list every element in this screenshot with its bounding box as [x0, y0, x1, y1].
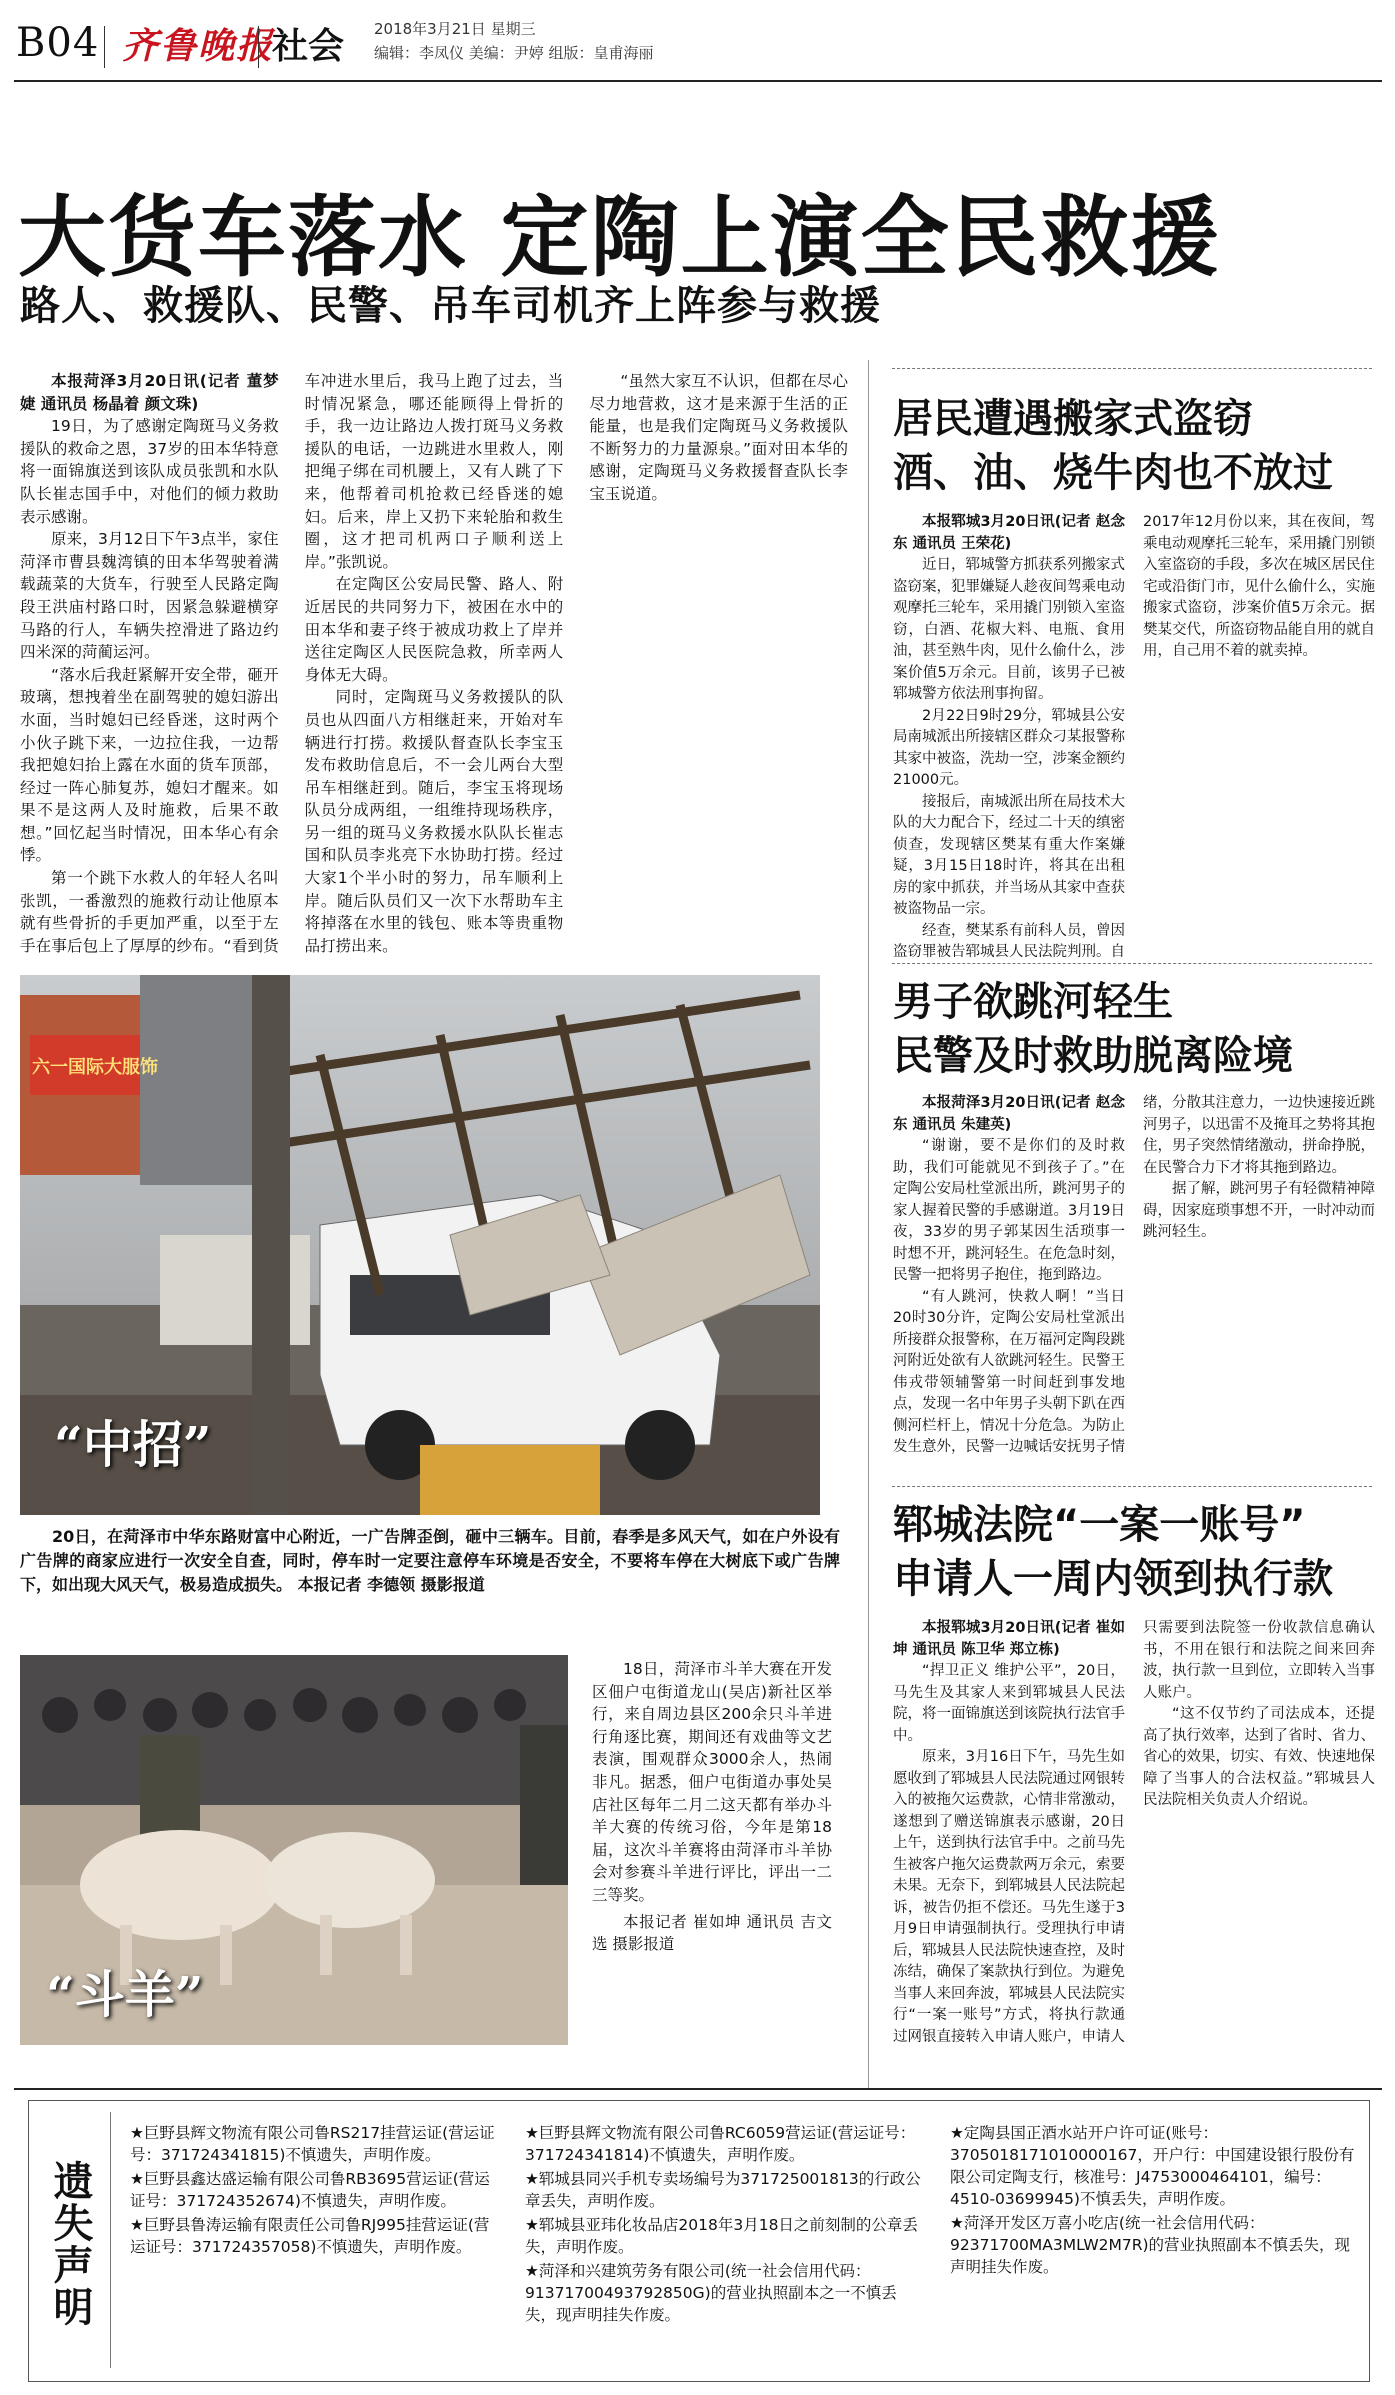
court-story-lead: 本报郓城3月20日讯(记者 崔如坤 通讯员 陈卫华 郑立栋) [893, 1620, 1125, 1658]
notice-item: ★菏泽和兴建筑劳务有限公司(统一社会信用代码：91371700493792850G)的营业执照副本之一不慎丢失，现声明挂失作废。 [525, 2262, 897, 2324]
billboard-photo [20, 975, 820, 1515]
main-story-paragraph: 在定陶区公安局民警、路人、附近居民的共同努力下，被困在水中的田本华和妻子终于被成功救上了岸并送往定陶区人民医院急救，所幸两人身体无大碍。 [304, 575, 564, 684]
court-headline-line1: 郓城法院“一案一账号” [893, 1502, 1306, 1548]
theft-headline-line2: 酒、油、烧牛肉也不放过 [893, 450, 1333, 496]
theft-story-paragraph: 经查，樊某系有前科人员，曾因盗窃罪被告郓城县人民法院判刑。自2017年12月份以来，其在夜间，驾乘电动观摩托三轮车，采用撬门别锁入室盗窃的手段，多次在城区居民住宅或沿街门市，见什么偷什么，实施搬家式盗窃，涉案价值5万余元。据樊某交代，所盗窃物品能自用的就自用，自己用不着的就卖掉。 [893, 514, 1375, 960]
main-story-paragraph: “虽然大家互不认识，但都在尽心尽力地营救，这才是来源于生活的正能量，也是我们定陶斑马义务救援队不断努力的力量源泉。”面对田本华的感谢，定陶斑马义务救援督查队长李宝玉说道。 [589, 372, 848, 503]
shop-sign: 六一国际大服饰 [32, 1057, 158, 1078]
notice-item: ★定陶县国正酒水站开户许可证(账号：3705018171010000167，开户行：中国建设银行股份有限公司定陶支行，核准号：J4753000464101，编号：4510-03699945)不慎丢失，声明作废。 [950, 2124, 1355, 2208]
main-story-body [20, 370, 848, 960]
river-story-paragraph: “有人跳河，快救人啊！”当日20时30分许，定陶公安局杜堂派出所接群众报警称，在万福河定陶段跳河附近处欲有人欲跳河轻生。民警王伟戎带领辅警第一时间赶到事发地点，发现一名中年男子头朝下趴在西侧河栏杆上，情况十分危急。为防止发生意外，民警一边喊话安抚男子情绪，分散其注意力，一边快速接近跳河男子，以迅雷不及掩耳之势将其抱住，男子突然情绪激动，拼命挣脱，在民警合力下才将其拖到路边。 [893, 1095, 1375, 1455]
header-divider [104, 26, 105, 68]
billboard-caption [20, 1525, 840, 1597]
sheep-caption-byline: 本报记者 崔如坤 通讯员 吉文选 摄影报道 [592, 1912, 832, 1954]
theft-headline-line1: 居民遭遇搬家式盗窃 [893, 396, 1253, 442]
paper-logo: 齐鲁晚报 [122, 25, 275, 67]
main-headline: 大货车落水 定陶上演全民救援 [18, 186, 1221, 289]
river-headline-line2: 民警及时救助脱离险境 [893, 1033, 1293, 1079]
court-story-paragraph: 原来，3月16日下午，马先生如愿收到了郓城县人民法院通过网银转入的被拖欠运费款，心情非常激动，遂想到了赠送锦旗表示感谢，20日上午，送到执行法官手中。之前马先生被客户拖欠运费款两万余元，索要未果。无奈下，到郓城县人民法院起诉，被告仍拒不偿还。马先生遂于3月9日申请强制执行。受理执行申请后，郓城县人民法院快速查控，及时冻结，确保了案款执行到位。为避免当事人来回奔波，郓城县人民法院实行“一案一账号”方式，将执行款通过网银直接转入申请人账户，申请人只需要到法院签一份收款信息确认书，不用在银行和法院之间来回奔波，执行款一旦到位，立即转入当事人账户。 [893, 1620, 1375, 2045]
sheep-photo [20, 1655, 568, 2045]
river-story-lead: 本报菏泽3月20日讯(记者 赵念东 通讯员 朱建英) [893, 1095, 1125, 1133]
issue-date: 2018年3月21日 星期三 [374, 20, 536, 38]
notice-item: ★郓城县亚玮化妆品店2018年3月18日之前刻制的公章丢失，声明作废。 [525, 2216, 918, 2256]
theft-story-lead: 本报郓城3月20日讯(记者 赵念东 通讯员 王荣花) [893, 514, 1125, 552]
court-story-paragraph: “这不仅节约了司法成本，还提高了执行效率，达到了省时、省力、省心的效果，切实、有效、快速地保障了当事人的合法权益。”郓城县人民法院相关负责人介绍说。 [1143, 1706, 1375, 1808]
main-story-paragraph: 19日，为了感谢定陶斑马义务救援队的救命之恩，37岁的田本华特意将一面锦旗送到该队成员张凯和水队队长崔志国手中，对他们的倾力救助表示感谢。 [20, 417, 279, 526]
billboard-caption-text: 20日，在菏泽市中华东路财富中心附近，一广告牌歪倒，砸中三辆车。目前，春季是多风天气，如在户外设有广告牌的商家应进行一次安全自查，同时，停车时一定要注意停车环境是否安全，不要将车停在大树底下或广告牌下，如出现大风天气，极易造成损失。 本报记者 李德领 摄影报道 [20, 1527, 840, 1594]
sheep-caption-text: 18日，菏泽市斗羊大赛在开发区佃户屯街道龙山(吴店)新社区举行，来自周边县区200余只斗羊进行角逐比赛，期间还有戏曲等文艺表演，围观群众3000余人，热闹非凡。据悉，佃户屯街道办事处吴店社区每年二月二这天都有举办斗羊大赛的传统习俗，今年是第18届，这次斗羊赛将由菏泽市斗羊协会对参赛斗羊进行评比，评出一二三等奖。 [592, 1660, 832, 1904]
theft-story-paragraph: 接报后，南城派出所在局技术大队的大力配合下，经过二十天的缜密侦查，发现辖区樊某有重大作案嫌疑，3月15日18时许，将其在出租房的家中抓获，并当场从其家中查获被盗物品一宗。 [893, 793, 1125, 917]
river-headline-line1: 男子欲跳河轻生 [893, 979, 1173, 1025]
notice-item: ★巨野县鑫达盛运输有限公司鲁RB3695营运证(营运证号：371724352674)不慎遗失，声明作废。 [130, 2170, 490, 2210]
river-story-body [893, 1093, 1375, 1465]
court-headline-line2: 申请人一周内领到执行款 [893, 1556, 1333, 1602]
editor-credits: 编辑：李凤仪 美编：尹婷 组版：皇甫海丽 [374, 44, 654, 62]
section-rule [892, 368, 1372, 369]
notices-column-3 [950, 2122, 1355, 2280]
notice-item: ★巨野县辉文物流有限公司鲁RC6059营运证(营运证号：371724341814)不慎遗失，声明作废。 [525, 2124, 916, 2164]
main-story-paragraph: 原来，3月12日下午3点半，家住菏泽市曹县魏湾镇的田本华驾驶着满载蔬菜的大货车，行驶至人民路定陶段王洪庙村路口时，因紧急躲避横穿马路的行人，车辆失控滑进了路边约四米深的菏蔺运河。 [20, 530, 279, 662]
notice-item: ★巨野县鲁涛运输有限责任公司鲁RJ995挂营运证(营运证号：371724357058)不慎遗失，声明作废。 [130, 2216, 490, 2256]
header-divider [258, 26, 259, 68]
river-story-paragraph: “谢谢，要不是你们的及时救助，我们可能就见不到孩子了。”在定陶公安局杜堂派出所，跳河男子的家人握着民警的手感谢道。3月19日夜，33岁的男子郭某因生活琐事一时想不开，跳河轻生。在危急时刻，民警一把将男子抱住，拖到路边。 [893, 1138, 1125, 1283]
main-story-paragraph: 同时，定陶斑马义务救援队的队员也从四面八方相继赶来，开始对车辆进行打捞。救援队督查队长李宝玉发布救助信息后，不一会儿两台大型吊车相继赶到。随后，李宝玉将现场队员分成两组，一组维持现场秩序，另一组的斑马义务救援水队队长崔志国和队员李兆亮下水协助打捞。经过大家1个半小时的努力，吊车顺利上岸。随后队员们又一次下水帮助车主将掉落在水里的钱包、账本等贵重物品打捞出来。 [304, 688, 564, 955]
notice-item: ★郓城县同兴手机专卖场编号为371725001813的行政公章丢失，声明作废。 [525, 2170, 921, 2210]
notices-label: 遗失声明 [47, 2160, 94, 2328]
column-separator [868, 360, 869, 2090]
notice-item: ★菏泽开发区万喜小吃店(统一社会信用代码：92371700MA3MLW2M7R)的营业执照副本不慎丢失，现声明挂失作废。 [950, 2214, 1351, 2276]
section-name: 社会 [272, 26, 345, 67]
court-story-body [893, 1618, 1375, 2068]
sheep-caption [592, 1658, 832, 1956]
notices-top-rule [14, 2088, 1382, 2090]
main-story-paragraph: 第一个跳下水救人的年轻人名叫张凯，一番激烈的施救行动让他原本就有些骨折的手更加严重，以至于左手在事后包上了厚厚的纱布。“看到货车冲进水里后，我马上跑了过去，当时情况紧急，哪还能顾得上骨折的手，我一边让路边人拨打斑马义务救援队的电话，一边跳进水里救人，刚把绳子绑在司机腰上，又有人跳了下来，他帮着司机抢救已经昏迷的媳妇。后来，岸上又扔下来轮胎和救生圈，这才把司机两口子顺利送上岸。”张凯说。 [20, 372, 564, 955]
main-story-lead: 本报菏泽3月20日讯(记者 董梦婕 通讯员 杨晶着 颜文珠) [20, 372, 279, 413]
main-story-paragraph: “落水后我赶紧解开安全带，砸开玻璃，想拽着坐在副驾驶的媳妇游出水面，当时媳妇已经昏迷，这时两个小伙子跳下来，一边拉住我，一边帮我把媳妇抬上露在水面的货车顶部，经过一阵心肺复苏，媳妇才醒来。如果不是这两人及时施救，后果不敢想。”回忆起当时情况，田本华心有余悸。 [20, 665, 279, 865]
header-rule [14, 80, 1382, 82]
section-rule [892, 1486, 1372, 1487]
river-story-paragraph: 据了解，跳河男子有轻微精神障碍，因家庭琐事想不开，一时冲动而跳河轻生。 [1143, 1181, 1375, 1240]
notices-divider [110, 2112, 111, 2368]
notices-column-2 [525, 2122, 925, 2328]
court-story-paragraph: “捍卫正义 维护公平”，20日，马先生及其家人来到郓城县人民法院，将一面锦旗送到该院执行法官手中。 [893, 1663, 1125, 1744]
notice-item: ★巨野县辉文物流有限公司鲁RS217挂营运证(营运证号：371724341815)不慎遗失，声明作废。 [130, 2124, 495, 2164]
section-rule [892, 963, 1372, 964]
theft-story-paragraph: 2月22日9时29分，郓城县公安局南城派出所接辖区群众刁某报警称其家中被盗，洗劫一空，涉案金额约21000元。 [893, 707, 1125, 788]
billboard-photo-label: “中招” [54, 1415, 212, 1474]
theft-story-paragraph: 近日，郓城警方抓获系列搬家式盗窃案，犯罪嫌疑人趁夜间驾乘电动观摩托三轮车，采用撬门别锁入室盗窃，白酒、花椒大料、电瓶、食用油，甚至熟牛肉，见什么偷什么，涉案价值5万余元。目前，该男子已被郓城警方依法刑事拘留。 [893, 557, 1125, 702]
notices-column-1 [130, 2122, 500, 2260]
page-number: B04 [16, 20, 100, 66]
sheep-photo-label: “斗羊” [46, 1965, 204, 2024]
main-subheadline: 路人、救援队、民警、吊车司机齐上阵参与救援 [20, 283, 881, 329]
theft-story-body [893, 512, 1375, 977]
